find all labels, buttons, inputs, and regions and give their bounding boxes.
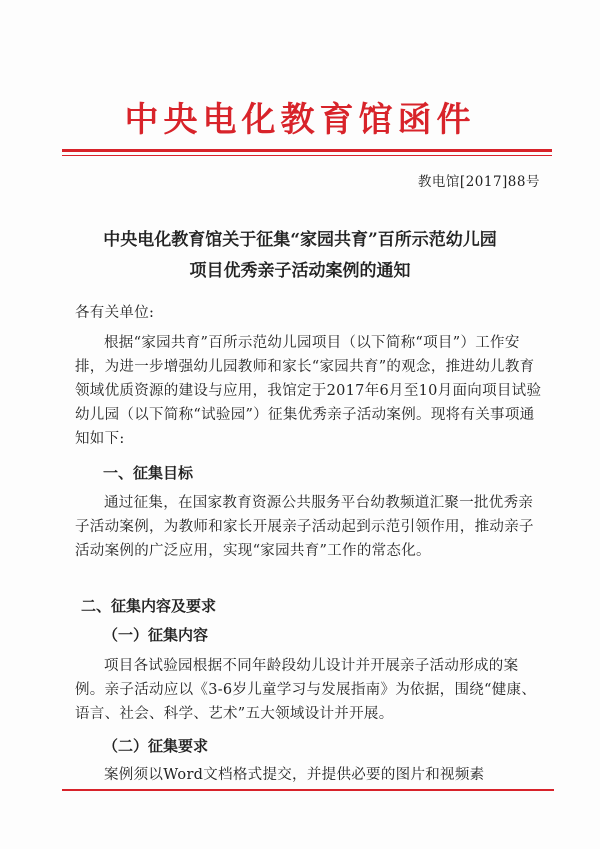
subsection2-paragraph: 案例须以Word文档格式提交，并提供必要的图片和视频素 — [104, 767, 485, 783]
subsection2-heading: （二）征集要求 — [103, 737, 209, 755]
section1-heading: 一、征集目标 — [103, 464, 194, 482]
salutation: 各有关单位: — [75, 305, 155, 321]
notice-title-line1: 中央电化教育馆关于征集“家园共育”百所示范幼儿园 — [103, 230, 497, 250]
notice-title — [60, 225, 540, 287]
section2-heading: 二、征集内容及要求 — [81, 597, 217, 615]
notice-title-line2: 项目优秀亲子活动案例的通知 — [189, 261, 411, 281]
bottom-rule — [62, 789, 554, 791]
letterhead-rule-thin — [62, 155, 552, 156]
document-number: 教电馆[2017]88号 — [417, 174, 540, 190]
subsection1-paragraph: 项目各试验园根据不同年龄段幼儿设计并开展亲子活动形成的案例。亲子活动应以《3-6岁儿童学习与发展指南》为依据，围绕“健康、语言、社会、科学、艺术”五大领域设计并开展。 — [75, 658, 537, 722]
section1-paragraph: 通过征集，在国家教育资源公共服务平台幼教频道汇聚一批优秀亲子活动案例，为教师和家长开展亲子活动起到示范引领作用，推动亲子活动案例的广泛应用，实现“家园共育”工作的常态化。 — [75, 495, 534, 559]
intro-paragraph: 根据“家园共育”百所示范幼儿园项目（以下简称“项目”）工作安排，为进一步增强幼儿园教师和家长“家园共育”的观念，推进幼儿教育领域优质资源的建设与应用，我馆定于2017年6月至10月面向项目试验幼儿园（以下简称“试验园”）征集优秀亲子活动案例。现将有关事项通知如下: — [75, 335, 542, 447]
letterhead-title: 中央电化教育馆函件 — [124, 100, 476, 140]
letterhead-rule-thick — [62, 149, 552, 152]
subsection1-heading: （一）征集内容 — [103, 626, 209, 644]
